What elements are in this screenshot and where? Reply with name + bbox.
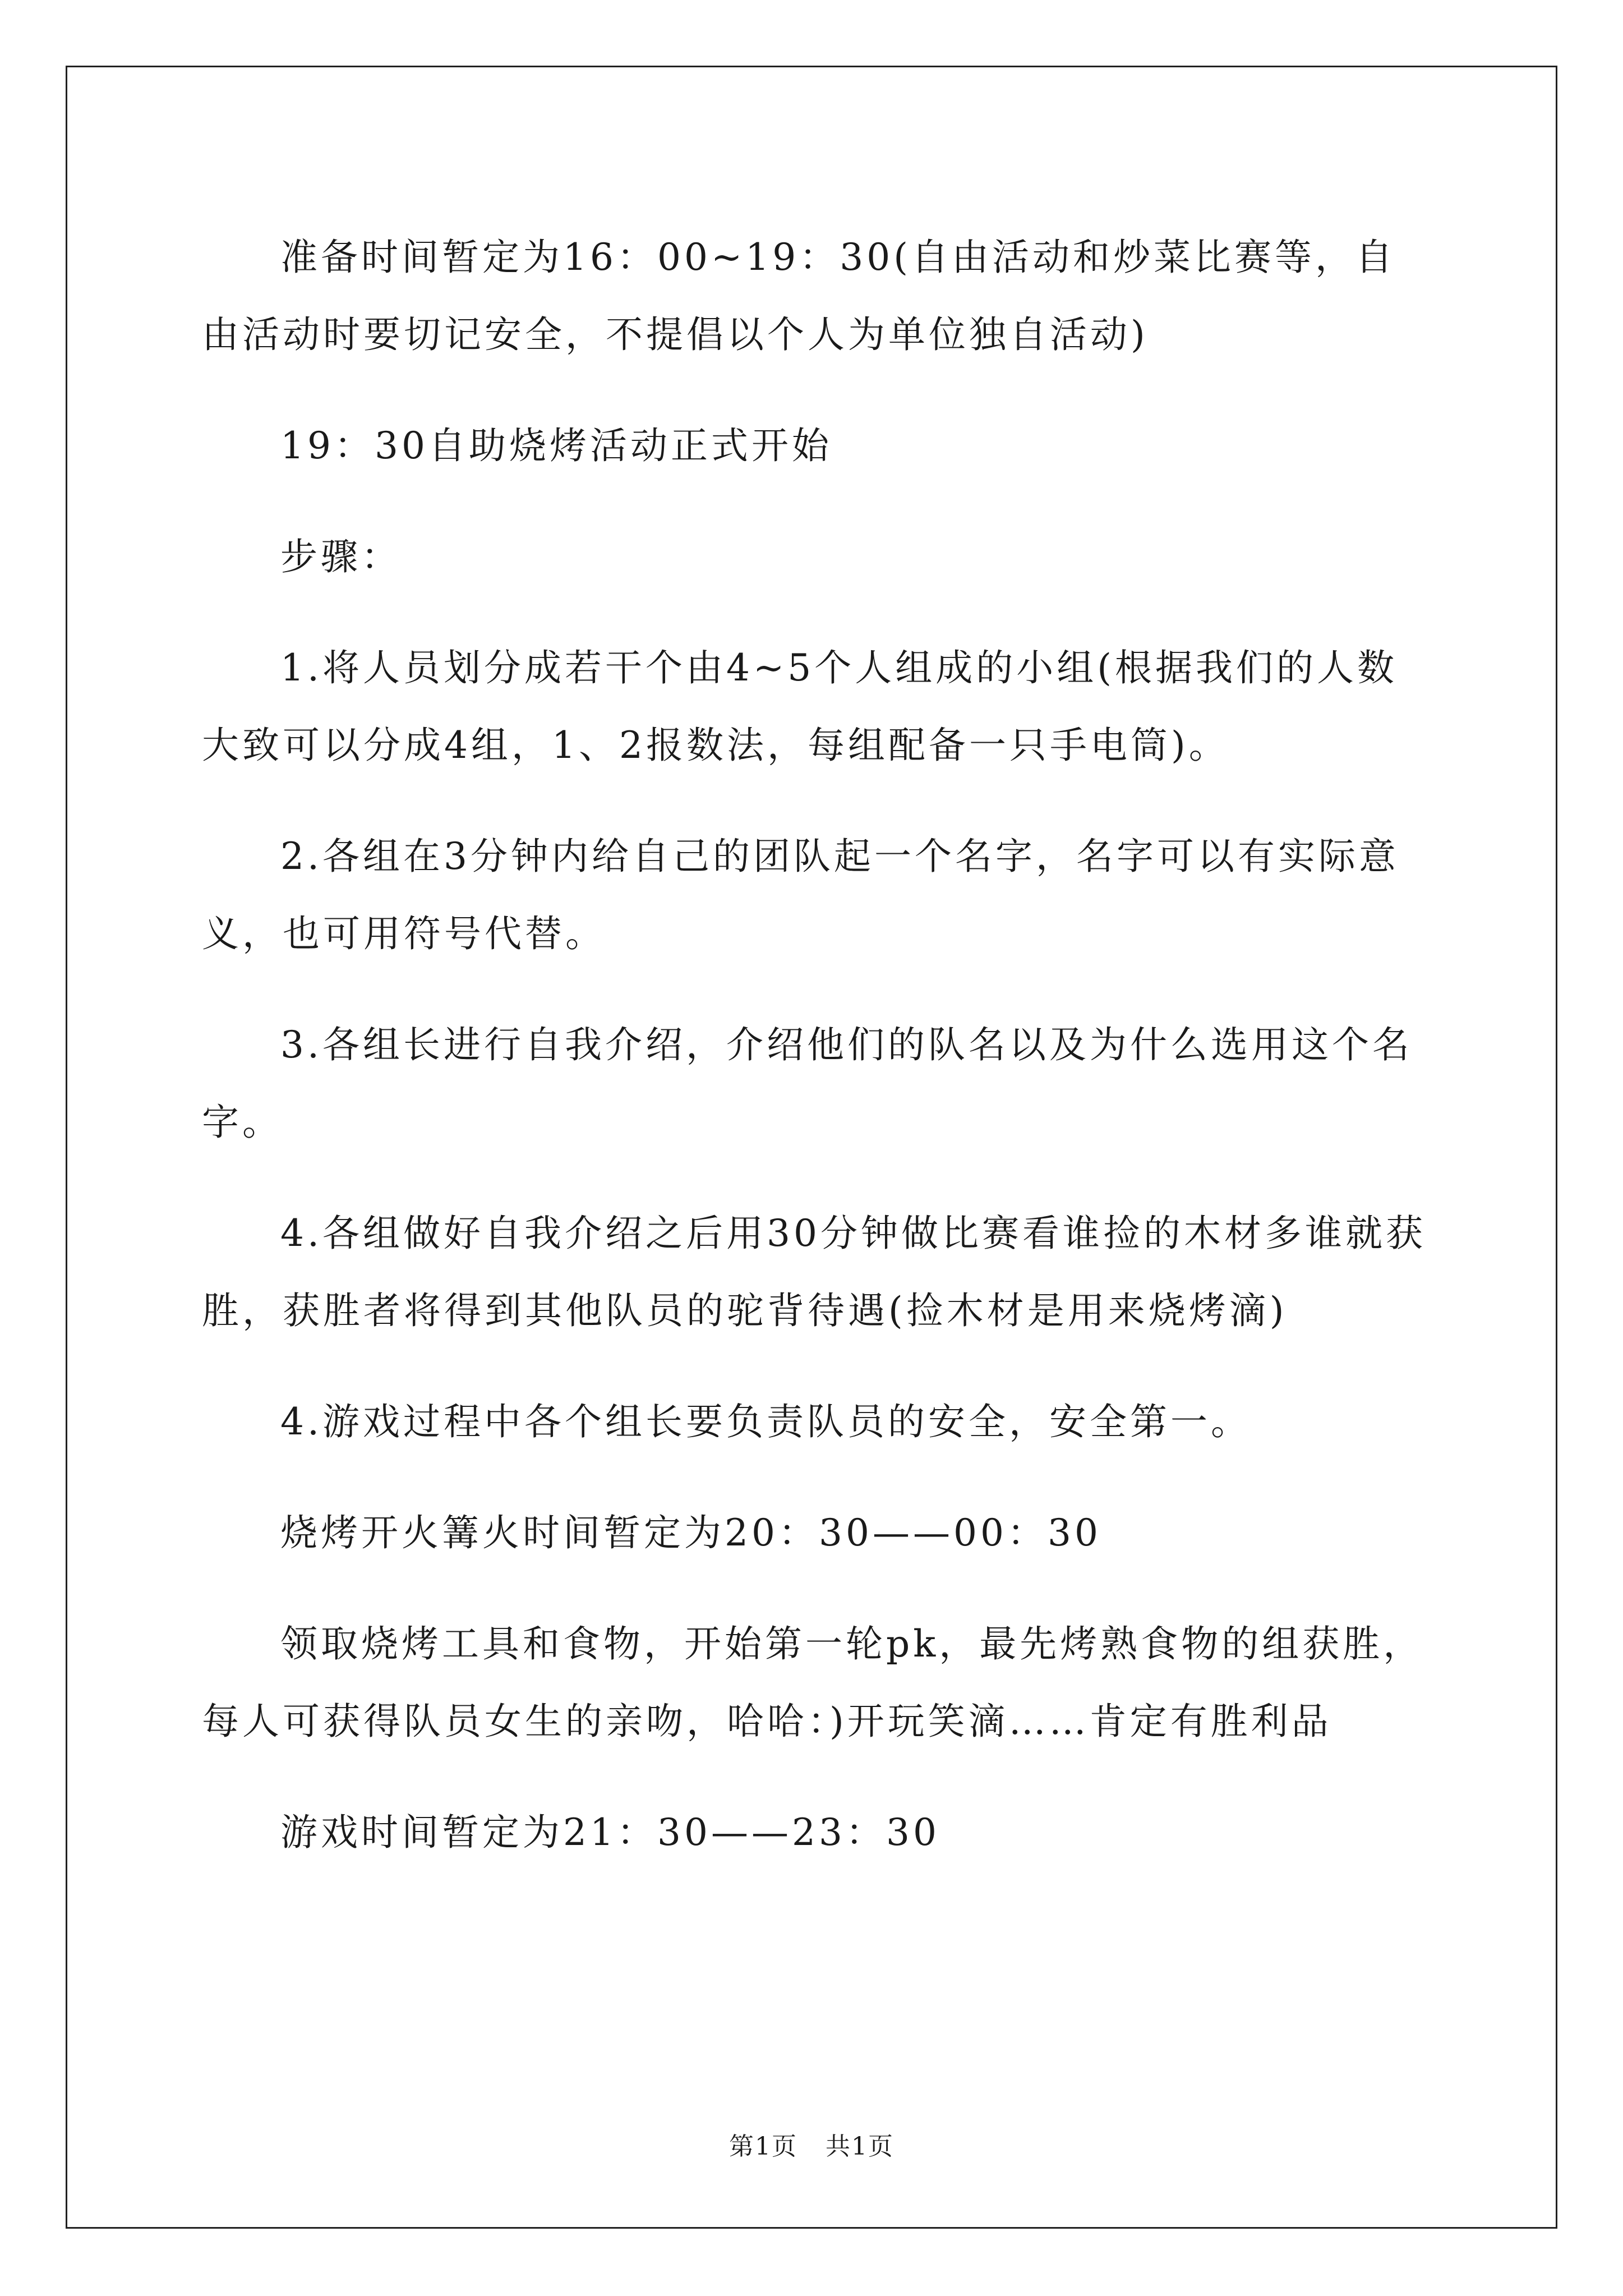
page-number-current: 第1页 [729, 2132, 797, 2161]
paragraph-step-2: 2.各组在3分钟内给自己的团队起一个名字，名字可以有实际意义，也可用符号代替。 [202, 835, 1399, 955]
paragraph-first-round: 领取烧烤工具和食物，开始第一轮pk，最先烤熟食物的组获胜，每人可获得队员女生的亲吻，哈哈：)开玩笑滴……肯定有胜利品 [202, 1622, 1424, 1743]
page-number-total: 共1页 [826, 2132, 894, 2161]
paragraph-step-4-safety: 4.游戏过程中各个组长要负责队员的安全，安全第一。 [280, 1400, 1251, 1443]
paragraph-step-3: 3.各组长进行自我介绍，介绍他们的队名以及为什么选用这个名字。 [202, 1023, 1413, 1144]
page-footer [0, 2126, 1623, 2162]
paragraph-game-time: 游戏时间暂定为21：30——23：30 [280, 1811, 940, 1854]
paragraph-step-4: 4.各组做好自我介绍之后用30分钟做比赛看谁捡的木材多谁就获胜，获胜者将得到其他队员的驼背待遇(捡木材是用来烧烤滴) [202, 1212, 1426, 1332]
paragraph-step-1: 1.将人员划分成若干个由4~5个人组成的小组(根据我们的人数大致可以分成4组，1、2报数法，每组配备一只手电筒)。 [202, 646, 1398, 767]
document-body [202, 219, 1436, 1905]
paragraph-bonfire-time: 烧烤开火篝火时间暂定为20：30——00：30 [280, 1511, 1101, 1554]
paragraph-prep-time: 准备时间暂定为16：00~19：30(自由活动和炒菜比赛等，自由活动时要切记安全，不提倡以个人为单位独自活动) [202, 236, 1396, 356]
paragraph-bbq-start: 19：30自助烧烤活动正式开始 [280, 424, 832, 467]
paragraph-steps-heading: 步骤： [280, 535, 402, 578]
